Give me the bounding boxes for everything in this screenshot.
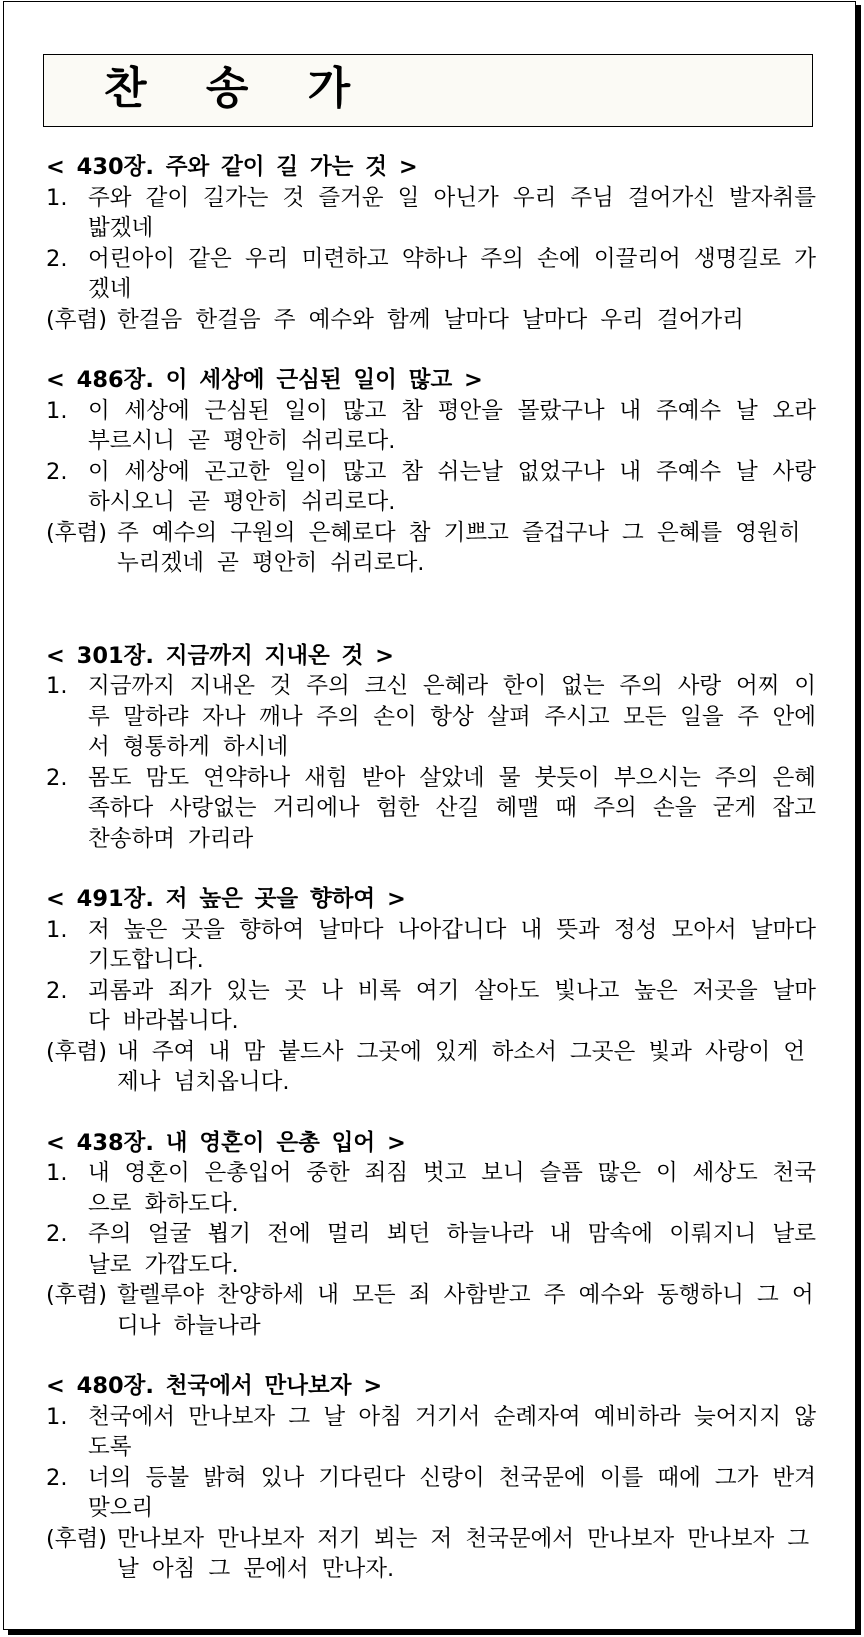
hymn-heading: < 430장. 주와 같이 길 가는 것 >: [46, 154, 418, 180]
page-shadow-bottom: [8, 1630, 861, 1635]
verse-1: [46, 183, 816, 244]
verse-2: [46, 457, 816, 518]
verse-1: [46, 671, 816, 763]
verse-text: 괴롬과 죄가 있는 곳 나 비록 여기 살아도 빛나고 높은 저곳을 날마다 바라봅니다.: [88, 977, 816, 1034]
verse-number: 2.: [46, 764, 68, 791]
verse-text: 내 영혼이 은총입어 중한 죄짐 벗고 보니 슬픔 많은 이 세상도 천국으로 화하도다.: [88, 1160, 816, 1217]
verse-number: 2.: [46, 245, 68, 272]
page-title: 찬 송 가: [104, 63, 373, 114]
verse-text: 천국에서 만나보자 그 날 아침 거기서 순례자여 예비하라 늦어지지 않도록: [88, 1403, 816, 1460]
verse-2: [46, 244, 816, 305]
refrain-text: 주 예수의 구원의 은혜로다 참 기쁘고 즐겁구나 그 은혜를 영원히 누리겠네 곧 평안히 쉬리로다.: [117, 519, 801, 576]
verse-number: 1.: [46, 1160, 68, 1186]
verse-number: 1.: [46, 916, 68, 943]
refrain: [46, 1037, 816, 1098]
hymn-301: [46, 641, 816, 855]
page-shadow-right: [856, 5, 861, 1635]
title-box: [43, 54, 813, 127]
refrain-text: 할렐루야 찬양하세 내 모든 죄 사함받고 주 예수와 동행하니 그 어디나 하늘나라: [117, 1282, 814, 1339]
refrain-label: (후렴): [46, 1038, 108, 1065]
verse-number: 1.: [46, 673, 68, 699]
hymn-heading: < 301장. 지금까지 지내온 것 >: [46, 642, 395, 669]
verse-number: 1.: [46, 184, 68, 211]
refrain: [46, 518, 816, 579]
refrain: [46, 1524, 816, 1585]
refrain: [46, 1280, 816, 1341]
verse-2: [46, 1463, 816, 1524]
refrain-text: 만나보자 만나보자 저기 뵈는 저 천국문에서 만나보자 만나보자 그 날 아침 그 문에서 만나자.: [117, 1525, 810, 1582]
verse-number: 1.: [46, 397, 68, 424]
hymn-438: [46, 1128, 816, 1342]
refrain-label: (후렴): [46, 1282, 108, 1308]
verse-text: 어린아이 같은 우리 미련하고 약하나 주의 손에 이끌리어 생명길로 가겠네: [88, 245, 816, 302]
verse-number: 2.: [46, 458, 68, 485]
refrain-label: (후렴): [46, 306, 108, 333]
verse-2: [46, 976, 816, 1037]
verse-text: 너의 등불 밝혀 있나 기다린다 신랑이 천국문에 이를 때에 그가 반겨 맞으리: [88, 1464, 816, 1521]
hymn-480: [46, 1371, 816, 1585]
hymn-491: [46, 884, 816, 1098]
verse-text: 저 높은 곳을 향하여 날마다 나아갑니다 내 뜻과 정성 모아서 날마다 기도합니다.: [88, 916, 816, 973]
refrain-label: (후렴): [46, 1525, 108, 1552]
verse-number: 2.: [46, 977, 68, 1004]
refrain: [46, 305, 816, 336]
verse-text: 주의 얼굴 뵙기 전에 멀리 뵈던 하늘나라 내 맘속에 이뤄지니 날로 날로 가깝도다.: [88, 1221, 816, 1278]
verse-2: [46, 763, 816, 855]
verse-text: 이 세상에 근심된 일이 많고 참 평안을 몰랐구나 내 주예수 날 오라 부르시니 곧 평안히 쉬리로다.: [88, 397, 816, 454]
verse-1: [46, 1158, 816, 1219]
verse-number: 2.: [46, 1464, 68, 1491]
verse-1: [46, 915, 816, 976]
verse-2: [46, 1219, 816, 1280]
verse-text: 몸도 맘도 연약하나 새힘 받아 살았네 물 붓듯이 부으시는 주의 은혜 족하다 사랑없는 거리에나 험한 산길 헤맬 때 주의 손을 굳게 잡고 찬송하며 가리라: [88, 764, 816, 852]
verse-text: 이 세상에 곤고한 일이 많고 참 쉬는날 없었구나 내 주예수 날 사랑하시오니 곧 평안히 쉬리로다.: [88, 458, 816, 515]
verse-text: 주와 같이 길가는 것 즐거운 일 아닌가 우리 주님 걸어가신 발자취를 밟겠네: [88, 184, 816, 241]
hymn-heading: < 480장. 천국에서 만나보자 >: [46, 1373, 383, 1399]
refrain-label: (후렴): [46, 519, 108, 546]
hymn-heading: < 491장. 저 높은 곳을 향하여 >: [46, 886, 406, 912]
verse-1: [46, 396, 816, 457]
verse-1: [46, 1402, 816, 1463]
hymn-486: [46, 365, 816, 579]
hymn-430: [46, 152, 816, 335]
hymn-heading: < 438장. 내 영혼이 은총 입어 >: [46, 1129, 406, 1156]
verse-number: 1.: [46, 1403, 68, 1430]
hymn-list: [46, 152, 816, 1585]
hymn-heading: < 486장. 이 세상에 근심된 일이 많고 >: [46, 367, 483, 393]
refrain-text: 내 주여 내 맘 붙드사 그곳에 있게 하소서 그곳은 빛과 사랑이 언제나 넘치옵니다.: [117, 1038, 806, 1095]
verse-number: 2.: [46, 1221, 68, 1247]
refrain-text: 한걸음 한걸음 주 예수와 함께 날마다 날마다 우리 걸어가리: [117, 306, 744, 333]
verse-text: 지금까지 지내온 것 주의 크신 은혜라 한이 없는 주의 사랑 어찌 이루 말하랴 자나 깨나 주의 손이 항상 살펴 주시고 모든 일을 주 안에서 형통하게 하시네: [88, 673, 816, 760]
